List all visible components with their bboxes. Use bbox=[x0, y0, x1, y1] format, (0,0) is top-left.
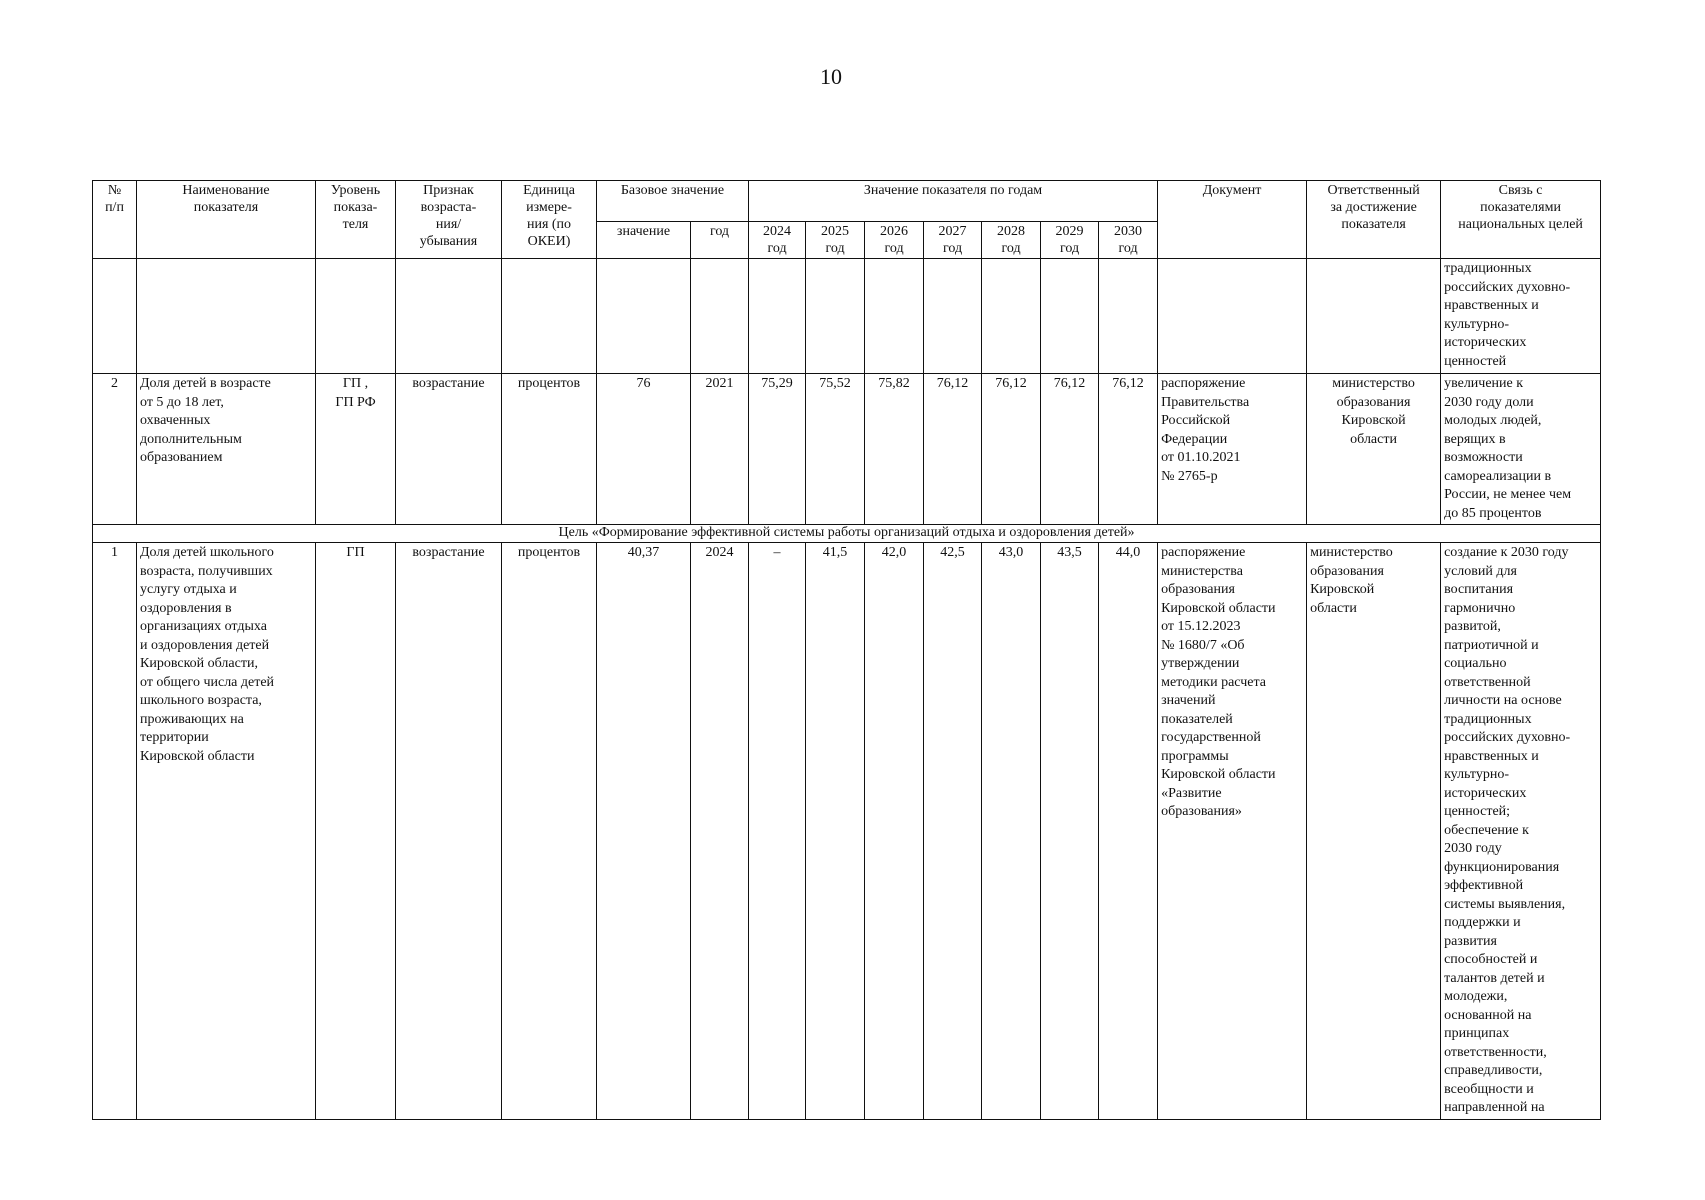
goal-row bbox=[93, 525, 1601, 543]
name-cell: Доля детей школьного возраста, получивших услугу отдыха и оздоровления в организациях отдыха и оздоровления детей Кировской области, от общего числа детей школьного возраста, проживающих на территории Кировской области bbox=[137, 543, 316, 1120]
unit-cell: процентов bbox=[502, 543, 597, 1120]
value-2025-cell: 41,5 bbox=[806, 543, 865, 1120]
link-cell: увеличение к 2030 году доли молодых людей, верящих в возможности самореализации в России, не менее чем до 85 процентов bbox=[1441, 374, 1601, 525]
value-2030-cell: 76,12 bbox=[1099, 374, 1158, 525]
link-cell: традиционных российских духовно- нравственных и культурно- исторических ценностей bbox=[1441, 259, 1601, 374]
header-link: Связь с показателями национальных целей bbox=[1441, 181, 1601, 259]
level-cell: ГП , ГП РФ bbox=[316, 374, 396, 525]
header-year: 2028 год bbox=[982, 222, 1041, 259]
table-row-continuation bbox=[93, 259, 1601, 374]
document-cell: распоряжение Правительства Российской Федерации от 01.10.2021 № 2765-р bbox=[1158, 374, 1307, 525]
table-row bbox=[93, 374, 1601, 525]
header-year: 2025 год bbox=[806, 222, 865, 259]
header-base-year: год bbox=[691, 222, 749, 259]
header-row-1 bbox=[93, 181, 1601, 222]
value-2024-cell: – bbox=[749, 543, 806, 1120]
header-sign: Признак возраста- ния/ убывания bbox=[396, 181, 502, 259]
value-2028-cell: 43,0 bbox=[982, 543, 1041, 1120]
header-base-value: значение bbox=[597, 222, 691, 259]
base-value-cell: 76 bbox=[597, 374, 691, 525]
header-num: № п/п bbox=[93, 181, 137, 259]
num-cell: 2 bbox=[93, 374, 137, 525]
header-year: 2027 год bbox=[924, 222, 982, 259]
base-year-cell: 2024 bbox=[691, 543, 749, 1120]
header-level: Уровень показа- теля bbox=[316, 181, 396, 259]
value-2024-cell: 75,29 bbox=[749, 374, 806, 525]
value-2028-cell: 76,12 bbox=[982, 374, 1041, 525]
goal-text: Цель «Формирование эффективной системы работы организаций отдыха и оздоровления детей» bbox=[93, 525, 1601, 543]
value-2029-cell: 76,12 bbox=[1041, 374, 1099, 525]
link-cell: создание к 2030 году условий для воспитания гармонично развитой, патриотичной и социально ответственной личности на основе традиционных российских духовно- нравственных и культурно- исторических ценностей; обеспечение к 2030 году функционирования эффективной системы выявления, поддержки и развития способностей и талантов детей и молодежи, основанной на принципах ответственности, справедливости, всеобщности и направленной на bbox=[1441, 543, 1601, 1120]
sign-cell: возрастание bbox=[396, 374, 502, 525]
sign-cell: возрастание bbox=[396, 543, 502, 1120]
header-unit: Единица измере- ния (по ОКЕИ) bbox=[502, 181, 597, 259]
level-cell: ГП bbox=[316, 543, 396, 1120]
base-year-cell: 2021 bbox=[691, 374, 749, 525]
name-cell: Доля детей в возрасте от 5 до 18 лет, охваченных дополнительным образованием bbox=[137, 374, 316, 525]
value-2029-cell: 43,5 bbox=[1041, 543, 1099, 1120]
unit-cell: процентов bbox=[502, 374, 597, 525]
header-year: 2029 год bbox=[1041, 222, 1099, 259]
header-document: Документ bbox=[1158, 181, 1307, 259]
indicators-table bbox=[92, 180, 1601, 1120]
document-cell: распоряжение министерства образования Кировской области от 15.12.2023 № 1680/7 «Об утверждении методики расчета значений показателей государственной программы Кировской области «Развитие образования» bbox=[1158, 543, 1307, 1120]
responsible-cell: министерство образования Кировской области bbox=[1307, 374, 1441, 525]
value-2026-cell: 42,0 bbox=[865, 543, 924, 1120]
header-by-years: Значение показателя по годам bbox=[749, 181, 1158, 222]
value-2027-cell: 76,12 bbox=[924, 374, 982, 525]
header-responsible: Ответственный за достижение показателя bbox=[1307, 181, 1441, 259]
page-number: 10 bbox=[820, 64, 842, 89]
table-row bbox=[93, 543, 1601, 1120]
header-base: Базовое значение bbox=[597, 181, 749, 222]
base-value-cell: 40,37 bbox=[597, 543, 691, 1120]
value-2025-cell: 75,52 bbox=[806, 374, 865, 525]
value-2027-cell: 42,5 bbox=[924, 543, 982, 1120]
header-year: 2024 год bbox=[749, 222, 806, 259]
header-name: Наименование показателя bbox=[137, 181, 316, 259]
responsible-cell: министерство образования Кировской области bbox=[1307, 543, 1441, 1120]
header-year: 2026 год bbox=[865, 222, 924, 259]
num-cell: 1 bbox=[93, 543, 137, 1120]
value-2030-cell: 44,0 bbox=[1099, 543, 1158, 1120]
value-2026-cell: 75,82 bbox=[865, 374, 924, 525]
header-year: 2030 год bbox=[1099, 222, 1158, 259]
